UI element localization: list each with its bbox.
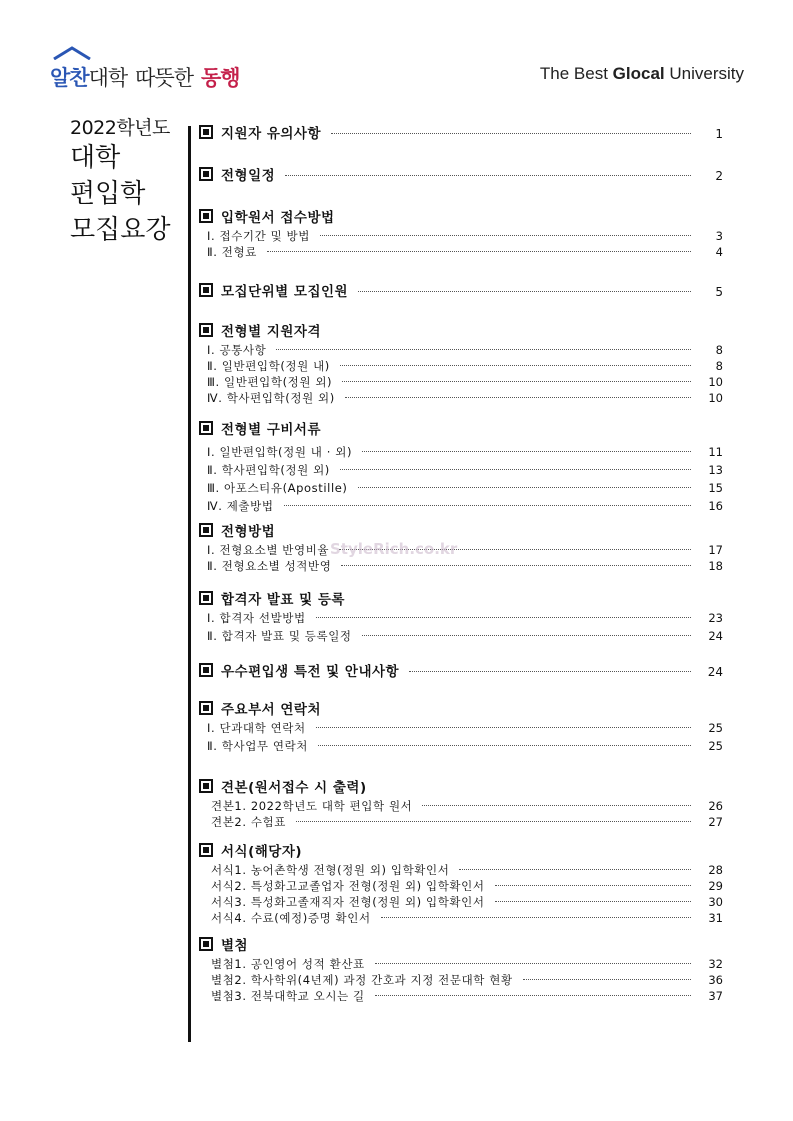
square-bullet-icon [199,421,213,435]
dot-leader [375,995,691,996]
toc-section-title: 지원자 유의사항 [221,126,321,142]
toc-item-label: Ⅳ. 제출방법 [207,499,274,513]
square-bullet-icon [199,701,213,715]
toc-section-title: 합격자 발표 및 등록 [221,592,345,608]
toc-section-row[interactable] [199,698,723,720]
watermark: StyleRich.co.kr [330,540,458,558]
toc-item-row[interactable] [199,444,723,460]
square-bullet-icon [199,523,213,537]
toc-page-number: 10 [708,391,723,405]
dot-leader [296,821,691,822]
toc-section-title: 전형일정 [221,168,276,184]
toc-section-title: 주요부서 연락처 [221,702,321,718]
dot-leader [276,349,691,350]
toc-section [199,122,723,144]
dot-leader [422,805,691,806]
dot-leader [381,917,691,918]
toc-item-label: Ⅰ. 일반편입학(정원 내 · 외) [207,445,353,459]
dot-leader [362,451,691,452]
dot-leader [284,505,691,506]
dot-leader [523,979,691,980]
toc-section-row[interactable] [199,934,723,956]
toc-section [199,206,723,260]
toc-page-number: 11 [708,445,723,459]
dot-leader [316,617,691,618]
toc-section-row[interactable] [199,418,723,440]
toc-page-number: 25 [708,739,723,753]
dot-leader [358,291,691,292]
toc-page-number: 4 [715,245,723,259]
square-bullet-icon [199,663,213,677]
toc-page-number: 31 [708,911,723,925]
toc-section [199,698,723,754]
document-title [70,116,182,248]
toc-section [199,164,723,186]
toc-section-row[interactable] [199,280,723,302]
toc-item-row[interactable] [199,610,723,626]
toc-page-number: 30 [708,895,723,909]
toc-item-row[interactable] [199,374,723,390]
toc-section-row[interactable] [199,206,723,228]
dot-leader [267,251,691,252]
toc-item-row[interactable] [199,244,723,260]
toc-section [199,660,723,682]
square-bullet-icon [199,283,213,297]
dot-leader [340,365,691,366]
toc-item-row[interactable] [199,462,723,478]
toc-section [199,776,723,830]
toc-item-label: Ⅱ. 학사편입학(정원 외) [207,463,330,477]
toc-section-title: 견본(원서접수 시 출력) [221,780,367,796]
toc-item-label: 견본1. 2022학년도 대학 편입학 원서 [211,799,413,813]
toc-page-number: 24 [708,629,723,643]
toc-item-row[interactable] [199,798,723,814]
toc-item-row[interactable] [199,542,723,558]
dot-leader [362,635,691,636]
dot-leader [318,745,691,746]
toc-page-number: 29 [708,879,723,893]
toc-page-number: 13 [708,463,723,477]
toc-item-row[interactable] [199,358,723,374]
toc-item-label: Ⅰ. 공통사항 [207,343,267,357]
toc-item-label: Ⅰ. 단과대학 연락처 [207,721,306,735]
page-header [0,0,793,100]
title-line-1: 대학 [70,143,121,173]
toc-item-row[interactable] [199,480,723,496]
title-line-3: 모집요강 [70,215,171,245]
dot-leader [358,487,691,488]
toc-item-row[interactable] [199,558,723,574]
dot-leader [409,671,691,672]
toc-section [199,320,723,406]
university-tagline: The Best Glocal University [539,64,744,83]
toc-page-number: 27 [708,815,723,829]
toc-item-label: 별첨2. 학사학위(4년제) 과정 간호과 지정 전문대학 현황 [211,973,513,987]
toc-item-label: Ⅰ. 전형요소별 반영비율 [207,543,330,557]
toc-item-row[interactable] [199,910,723,926]
square-bullet-icon [199,167,213,181]
toc-item-label: Ⅱ. 전형요소별 성적반영 [207,559,332,573]
toc-item-row[interactable] [199,390,723,406]
toc-section [199,934,723,1004]
toc-item-label: Ⅱ. 학사업무 연락처 [207,739,308,753]
vertical-divider [188,126,191,1042]
toc-item-label: Ⅱ. 합격자 발표 및 등록일정 [207,629,352,643]
toc-item-label: Ⅲ. 아포스티유(Apostille) [207,481,348,495]
toc-page-number: 2 [715,169,723,183]
roof-icon [52,46,92,60]
toc-page-number: 1 [715,127,723,141]
toc-item-label: Ⅰ. 합격자 선발방법 [207,611,306,625]
toc-item-row[interactable] [199,862,723,878]
toc-item-row[interactable] [199,628,723,644]
toc-page-number: 26 [708,799,723,813]
toc-item-row[interactable] [199,720,723,736]
toc-section-title: 우수편입생 특전 및 안내사항 [221,664,400,680]
toc-item-label: Ⅱ. 전형료 [207,245,257,259]
toc-page-number: 28 [708,863,723,877]
toc-item-label: 서식1. 농어촌학생 전형(정원 외) 입학확인서 [211,863,450,877]
toc-item-label: Ⅳ. 학사편입학(정원 외) [207,391,335,405]
square-bullet-icon [199,591,213,605]
toc-item-label: Ⅰ. 접수기간 및 방법 [207,229,310,243]
toc-page-number: 10 [708,375,723,389]
dot-leader [375,963,691,964]
toc-page-number: 17 [708,543,723,557]
toc-item-label: Ⅱ. 일반편입학(정원 내) [207,359,330,373]
toc-page-number: 5 [715,285,723,299]
toc-section-title: 입학원서 접수방법 [221,210,335,226]
toc-item-label: 견본2. 수험표 [211,815,286,829]
toc-page-number: 36 [708,973,723,987]
toc-section-title: 전형별 지원자격 [221,324,321,340]
toc-page-number: 8 [715,359,723,373]
toc-item-row[interactable] [199,988,723,1004]
toc-section-title: 전형별 구비서류 [221,422,321,438]
toc-page-number: 16 [708,499,723,513]
toc-section-row[interactable] [199,588,723,610]
toc-page-number: 3 [715,229,723,243]
dot-leader [340,469,691,470]
toc-item-label: 서식4. 수료(예정)증명 확인서 [211,911,371,925]
dot-leader [342,381,691,382]
toc-section-row[interactable] [199,776,723,798]
toc-section-title: 모집단위별 모집인원 [221,284,349,300]
toc-page-number: 24 [707,665,723,679]
dot-leader [320,235,691,236]
dot-leader [331,133,691,134]
toc-page-number: 8 [715,343,723,357]
toc-page-number: 25 [708,721,723,735]
toc-item-label: 별첨3. 전북대학교 오시는 길 [211,989,365,1003]
toc-section-title: 별첨 [221,938,249,954]
toc-item-row[interactable] [199,972,723,988]
dot-leader [495,885,691,886]
square-bullet-icon [199,937,213,951]
toc-section [199,418,723,514]
toc-section-row[interactable] [199,164,723,186]
toc-section-title: 전형방법 [221,524,276,540]
toc-item-label: 별첨1. 공인영어 성적 환산표 [211,957,365,971]
toc-section [199,280,723,302]
title-line-2: 편입학 [70,179,146,209]
toc-page-number: 37 [708,989,723,1003]
toc-item-label: 서식3. 특성화고졸재직자 전형(정원 외) 입학확인서 [211,895,485,909]
toc-section [199,520,723,574]
toc-section-row[interactable] [199,320,723,342]
toc-item-label: 서식2. 특성화고교졸업자 전형(정원 외) 입학확인서 [211,879,485,893]
toc-item-label: Ⅲ. 일반편입학(정원 외) [207,375,333,389]
square-bullet-icon [199,209,213,223]
dot-leader [495,901,691,902]
toc-item-row[interactable] [199,738,723,754]
dot-leader [285,175,691,176]
square-bullet-icon [199,323,213,337]
toc-section-title: 서식(해당자) [221,844,303,860]
toc-item-row[interactable] [199,878,723,894]
square-bullet-icon [199,843,213,857]
toc-page-number: 32 [708,957,723,971]
toc-section [199,588,723,644]
toc-section-row[interactable] [199,122,723,144]
toc-section [199,840,723,926]
dot-leader [341,565,691,566]
toc-item-row[interactable] [199,228,723,244]
toc-item-row[interactable] [199,956,723,972]
toc-page-number: 15 [708,481,723,495]
toc-item-row[interactable] [199,498,723,514]
logo-wordmark: 알찬대학 따뜻한 동행 [50,66,240,90]
toc-item-row[interactable] [199,894,723,910]
toc-page-number: 18 [708,559,723,573]
square-bullet-icon [199,779,213,793]
toc-page-number: 23 [708,611,723,625]
title-year: 2022학년도 [70,117,170,139]
toc-section-row[interactable] [199,840,723,862]
square-bullet-icon [199,125,213,139]
toc-item-row[interactable] [199,342,723,358]
toc-section-row[interactable] [199,660,723,682]
toc-section-row[interactable] [199,520,723,542]
university-logo [50,52,240,92]
dot-leader [459,869,691,870]
toc-item-row[interactable] [199,814,723,830]
dot-leader [345,397,691,398]
dot-leader [316,727,691,728]
